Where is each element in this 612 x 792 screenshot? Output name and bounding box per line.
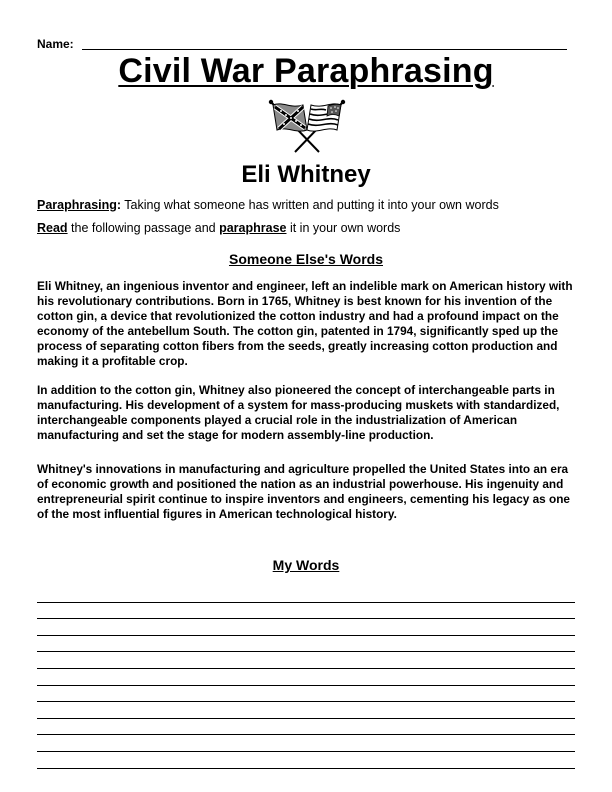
writing-line[interactable] — [37, 735, 575, 752]
instruction-read-word: Read — [37, 221, 68, 235]
instruction-paraphrase-word: paraphrase — [219, 221, 287, 235]
definition-text: Taking what someone has written and putting it into your own words — [121, 198, 499, 212]
writing-line[interactable] — [37, 652, 575, 669]
name-field[interactable] — [37, 37, 567, 53]
passage-paragraph-1: Eli Whitney, an ingenious inventor and engineer, left an indelible mark on American history with his revolutionary contributions. Born in 1765, Whitney is best known for his invention of the cotton gin, a device that revolutionized the cotton industry and had a profound impact on the economy of the antebellum South. The cotton gin, patented in 1794, significantly sped up the process of separating cotton fibers from the seeds, greatly increasing cotton production and making it a profitable crop. — [37, 279, 573, 369]
name-label: Name: — [37, 37, 74, 51]
instruction-end-text: it in your own words — [286, 221, 401, 235]
writing-line[interactable] — [37, 702, 575, 719]
writing-line[interactable] — [37, 669, 575, 686]
writing-line[interactable] — [37, 586, 575, 603]
passage-paragraph-2: In addition to the cotton gin, Whitney also pioneered the concept of interchangeable parts in manufacturing. His development of a system for mass-producing muskets with standardized, interchangeable components played a crucial role in the industrialization of American manufacturing and set the stage for modern assembly-line production. — [37, 383, 560, 443]
passage-paragraph-3: Whitney's innovations in manufacturing and agriculture propelled the United States into an era of economic growth and positioned the nation as an industrial powerhouse. His ingenuity and entrepreneurial spirit continue to inspire inventors and engineers, cementing his legacy as one of the most influential figures in American technological history. — [37, 462, 570, 522]
passage-heading: Someone Else's Words — [228, 251, 383, 267]
writing-area[interactable] — [37, 586, 575, 769]
definition-term: Paraphrasing — [37, 198, 117, 212]
page-title: Civil War Paraphrasing — [118, 52, 494, 90]
crossed-flags-icon — [257, 96, 357, 154]
instruction-middle-text: the following passage and — [67, 221, 220, 235]
writing-line[interactable] — [37, 619, 575, 636]
instruction-line — [37, 221, 400, 235]
passage-subject-title: Eli Whitney — [241, 161, 371, 188]
writing-line[interactable] — [37, 686, 575, 703]
paraphrasing-definition — [37, 198, 499, 212]
writing-line[interactable] — [37, 752, 575, 769]
definition-colon: : — [116, 198, 122, 212]
writing-line[interactable] — [37, 603, 575, 620]
writing-line[interactable] — [37, 719, 575, 736]
name-write-line[interactable] — [82, 49, 567, 50]
my-words-heading: My Words — [272, 557, 340, 573]
writing-line[interactable] — [37, 636, 575, 653]
